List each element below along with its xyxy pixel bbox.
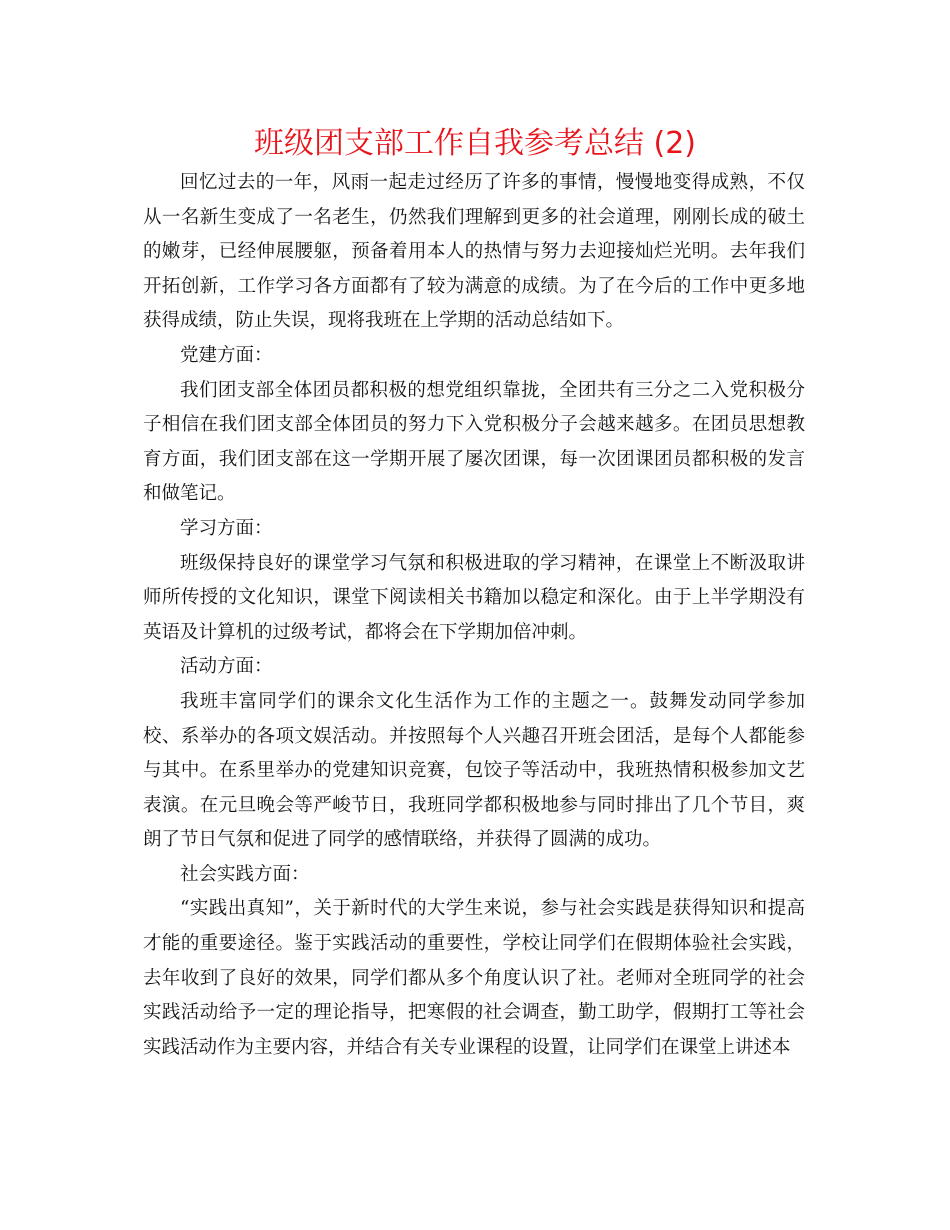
document-body (143, 166, 805, 1065)
section-heading-party-building: 党建方面： (180, 344, 273, 366)
paragraph-intro: 回忆过去的一年，风雨一起走过经历了许多的事情，慢慢地变得成熟，不仅从一名新生变成了一名老生，仍然我们理解到更多的社会道理，刚刚长成的破土的嫩芽，已经伸展腰躯，预备着用本人的热情与努力去迎接灿烂光明。去年我们开拓创新，工作学习各方面都有了较为满意的成绩。为了在今后的工作中更多地获得成绩，防止失误，现将我班在上学期的活动总结如下。 (143, 172, 805, 332)
paragraph-party-building: 我们团支部全体团员都积极的想党组织靠拢，全团共有三分之二入党积极分子相信在我们团支部全体团员的努力下入党积极分子会越来越多。在团员思想教育方面，我们团支部在这一学期开展了屡次团课，每一次团课团员都积极的发言和做笔记。 (143, 379, 805, 505)
section-heading-study: 学习方面： (180, 517, 273, 539)
section-heading-activities: 活动方面： (180, 656, 273, 678)
paragraph-study: 班级保持良好的课堂学习气氛和积极进取的学习精神，在课堂上不断汲取讲师所传授的文化知识，课堂下阅读相关书籍加以稳定和深化。由于上半学期没有英语及计算机的过级考试，都将会在下学期加倍冲刺。 (143, 552, 805, 643)
section-heading-social-practice: 社会实践方面： (180, 863, 310, 885)
paragraph-social-practice: “实践出真知”，关于新时代的大学生来说，参与社会实践是获得知识和提高才能的重要途径。鉴于实践活动的重要性，学校让同学们在假期体验社会实践，去年收到了良好的效果，同学们都从多个角度认识了社。老师对全班同学的社会实践活动给予一定的理论指导，把寒假的社会调查，勤工助学，假期打工等社会实践活动作为主要内容，并结合有关专业课程的设置，让同学们在课堂上讲述本 (143, 898, 805, 1058)
paragraph-activities: 我班丰富同学们的课余文化生活作为工作的主题之一。鼓舞发动同学参加校、系举办的各项文娱活动。并按照每个人兴趣召开班会团活，是每个人都能参与其中。在系里举办的党建知识竞赛，包饺子等活动中，我班热情积极参加文艺表演。在元旦晚会等严峻节日，我班同学都积极地参与同时排出了几个节目，爽朗了节日气氛和促进了同学的感情联络，并获得了圆满的成功。 (143, 690, 805, 851)
document-title: 班级团支部工作自我参考总结 (2) (253, 126, 697, 161)
